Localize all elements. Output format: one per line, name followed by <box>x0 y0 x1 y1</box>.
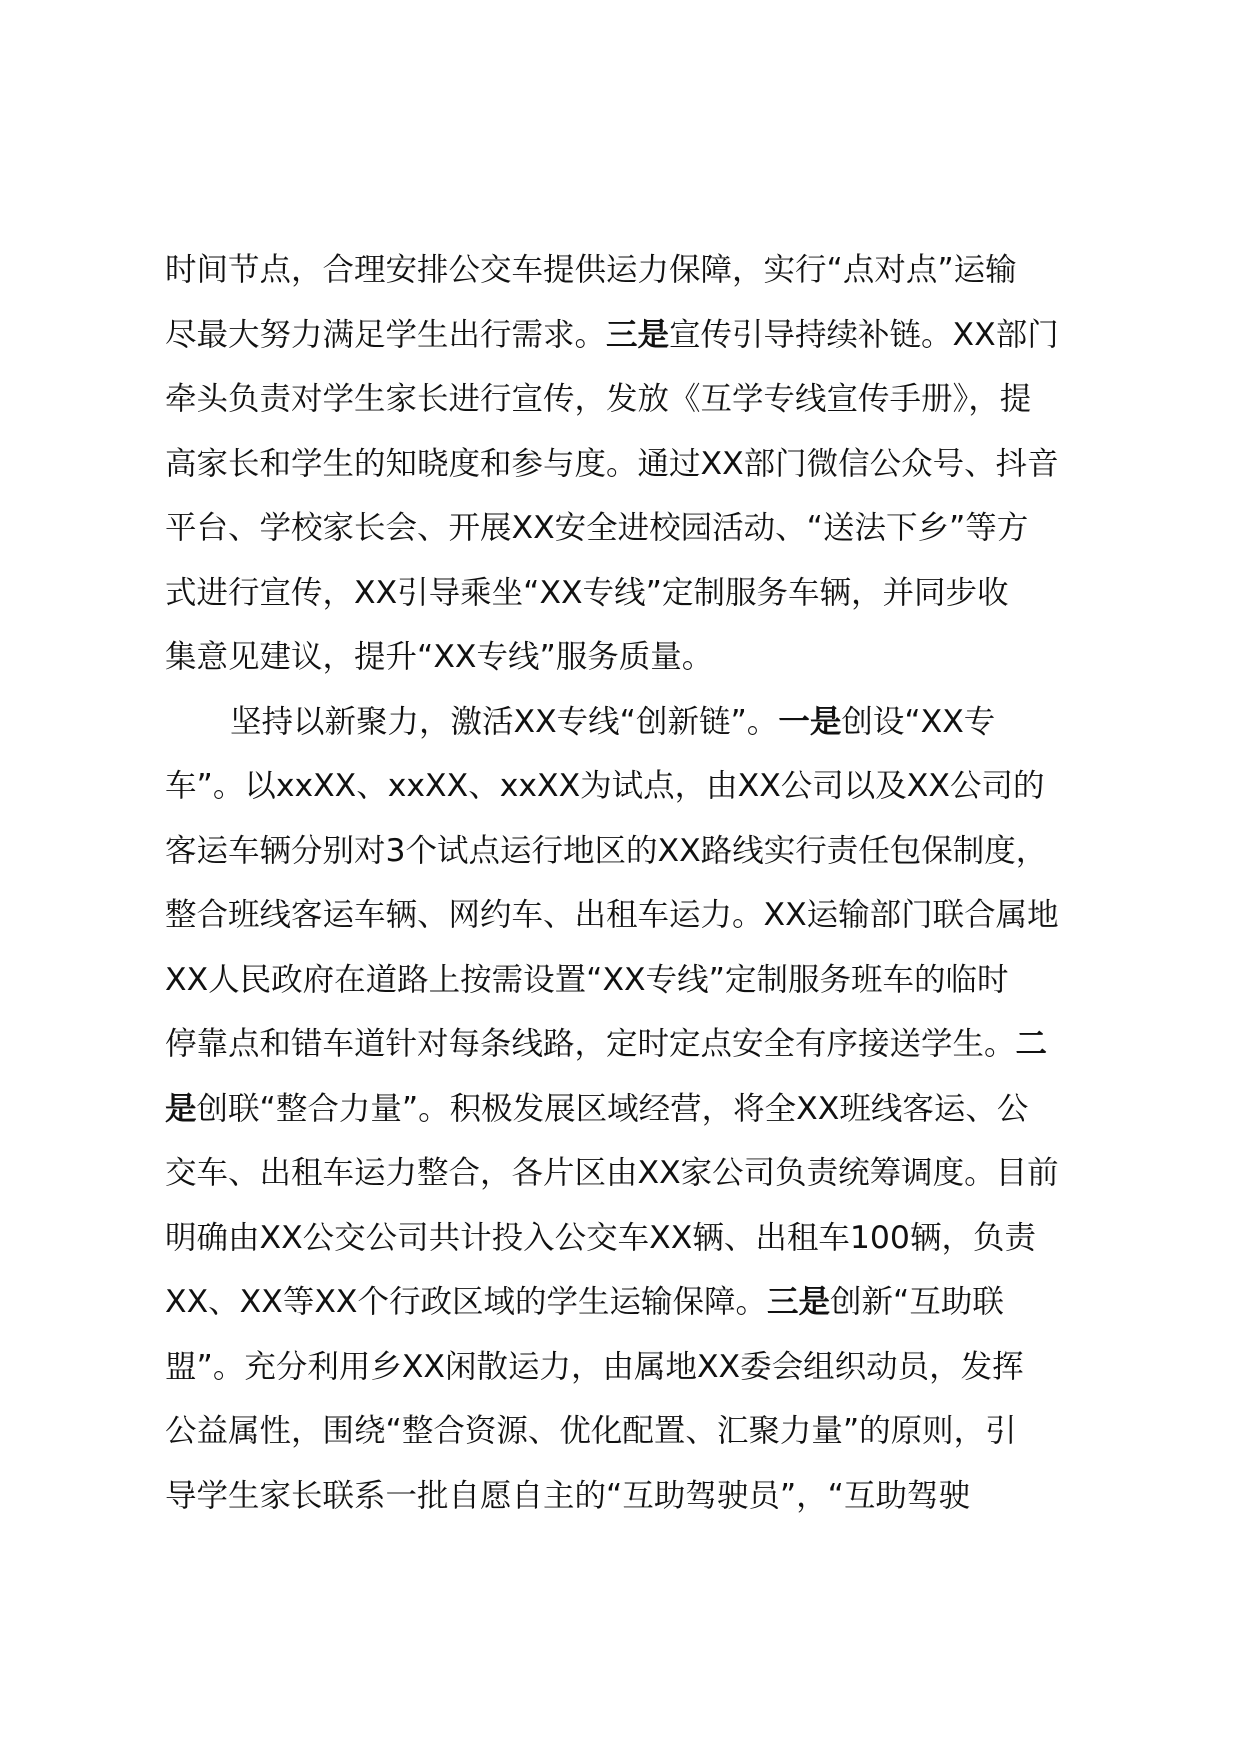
body-text <box>165 238 1115 1528</box>
text-run: 盟”。充分利用乡XX闲散运力，由属地XX委会组织动员，发挥 <box>165 1348 1024 1385</box>
text-run: 平台、学校家长会、开展XX安全进校园活动、“送法下乡”等方 <box>165 510 1029 546</box>
text-run: 集意见建议，提升“XX专线”服务质量。 <box>165 639 714 675</box>
text-line <box>165 625 1115 690</box>
text-line <box>165 754 1115 819</box>
text-line <box>165 561 1115 626</box>
text-line <box>165 1141 1115 1206</box>
bold-keyword: 三是 <box>766 1284 830 1320</box>
text-run: 明确由XX公交公司共计投入公交车XX辆、出租车100辆，负责 <box>165 1219 1036 1256</box>
text-line <box>165 432 1115 497</box>
text-run: 宣传引导持续补链。XX部门 <box>669 316 1059 353</box>
text-run: 公益属性，围绕“整合资源、优化配置、汇聚力量”的原则，引 <box>165 1413 1017 1449</box>
text-line <box>165 1335 1115 1400</box>
text-run: 坚持以新聚力，激活XX专线“创新链”。 <box>230 703 779 740</box>
text-line <box>165 1206 1115 1271</box>
text-line <box>165 367 1115 432</box>
text-line <box>165 1464 1115 1529</box>
text-line <box>165 819 1115 884</box>
text-run: 车”。以xxXX、xxXX、xxXX为试点，由XX公司以及XX公司的 <box>165 768 1045 804</box>
text-line <box>165 1270 1115 1335</box>
text-run: 导学生家长联系一批自愿自主的“互助驾驶员”，“互助驾驶 <box>165 1477 970 1514</box>
text-run: 牵头负责对学生家长进行宣传，发放《互学专线宣传手册》，提 <box>165 381 1032 417</box>
text-line <box>165 1077 1115 1142</box>
text-run: 客运车辆分别对3个试点运行地区的XX路线实行责任包保制度， <box>165 832 1048 869</box>
text-run: 创新“互助联 <box>830 1284 1004 1320</box>
text-run: 高家长和学生的知晓度和参与度。通过XX部门微信公众号、抖音 <box>165 445 1059 482</box>
bold-keyword: 一是 <box>778 703 842 740</box>
bold-keyword: 二 <box>1015 1026 1048 1062</box>
paragraph-first-line <box>165 690 1115 755</box>
bold-keyword: 是 <box>165 1090 197 1127</box>
text-run: XX人民政府在道路上按需设置“XX专线”定制服务班车的临时 <box>165 961 1009 998</box>
text-run: XX、XX等XX个行政区域的学生运输保障。 <box>165 1284 767 1320</box>
text-run: 整合班线客运车辆、网约车、出租车运力。XX运输部门联合属地 <box>165 897 1059 933</box>
text-run: 尽最大努力满足学生出行需求。 <box>165 316 607 353</box>
text-run: 式进行宣传，XX引导乘坐“XX专线”定制服务车辆，并同步收 <box>165 574 1009 611</box>
text-run: 交车、出租车运力整合，各片区由XX家公司负责统筹调度。目前 <box>165 1155 1059 1191</box>
text-line <box>165 1399 1115 1464</box>
text-run: 创设“XX专 <box>841 703 996 740</box>
bold-keyword: 三是 <box>606 316 670 353</box>
text-line <box>165 496 1115 561</box>
text-line <box>165 948 1115 1013</box>
text-run: 时间节点，合理安排公交车提供运力保障，实行“点对点”运输 <box>165 252 1017 288</box>
text-line <box>165 303 1115 368</box>
text-run: 停靠点和错车道针对每条线路，定时定点安全有序接送学生。 <box>165 1026 1016 1062</box>
text-run: 创联“整合力量”。积极发展区域经营，将全XX班线客运、公 <box>196 1090 1029 1127</box>
text-line <box>165 883 1115 948</box>
text-line <box>165 238 1115 303</box>
text-line <box>165 1012 1115 1077</box>
